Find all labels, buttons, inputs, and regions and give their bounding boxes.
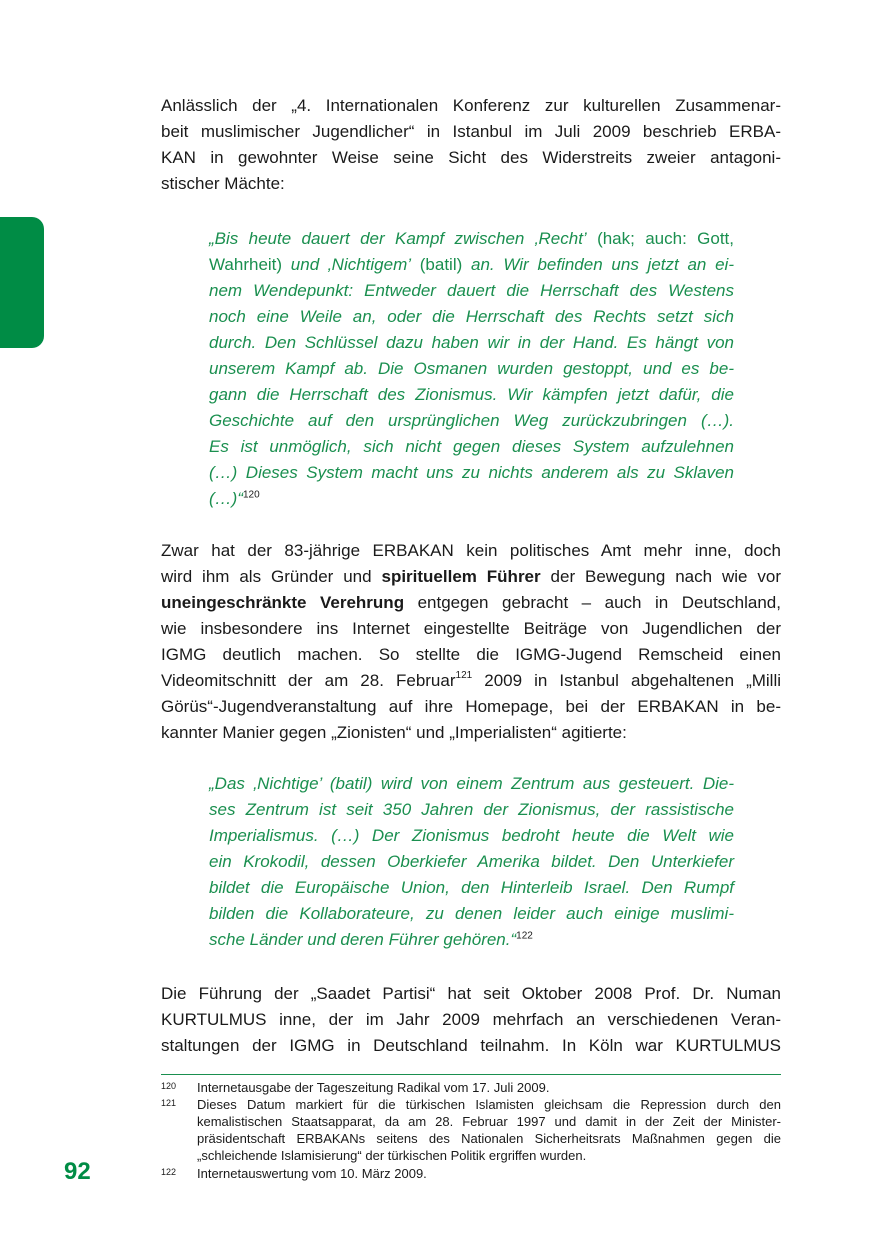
footnote-number: 121 [161, 1098, 177, 1108]
quote-line: ein Krokodil, dessen Oberkiefer Amerika bildet. Den Unterkiefer [209, 852, 734, 871]
quote-line: durch. Den Schlüssel dazu haben wir in der Hand. Es hängt von [209, 333, 734, 352]
quote-line: (…) Dieses System macht uns zu nichts anderem als zu Sklaven [209, 463, 734, 482]
paragraph-erbakan [161, 538, 781, 746]
text-run: wird ihm als Gründer und [161, 567, 382, 586]
text-line: Zwar hat der 83-jährige ERBAKAN kein politisches Amt mehr inne, doch [161, 541, 781, 560]
footnote-ref[interactable]: 121 [455, 670, 473, 682]
text-line: staltungen der IGMG in Deutschland teilnahm. In Köln war KURTULMUS [161, 1036, 781, 1055]
bold-text: spirituellem Führer [381, 567, 541, 586]
quote-text: sche Länder und deren Führer gehören.“ [209, 930, 517, 949]
footnote-number: 120 [161, 1081, 177, 1091]
text-line: Görüs“-Jugendveranstaltung auf ihre Homepage, bei der ERBAKAN in be- [161, 697, 781, 716]
quote-line: Es ist unmöglich, sich nicht gegen dieses System aufzulehnen [209, 437, 734, 456]
quote-text: „Bis heute dauert der Kampf zwischen ‚Recht’ [209, 229, 587, 248]
page-number: 92 [64, 1158, 91, 1185]
footnote-120 [161, 1079, 781, 1096]
footnote-121 [161, 1096, 781, 1164]
footnote-text [197, 1096, 781, 1164]
bold-text: uneingeschränkte Verehrung [161, 593, 405, 612]
footnote-ref[interactable]: 120 [242, 489, 260, 501]
chapter-tab [0, 217, 44, 348]
quote-line: gann die Herrschaft des Zionismus. Wir kämpfen jetzt dafür, die [209, 385, 734, 404]
quote-line: noch eine Weile an, oder die Herrschaft des Rechts setzt sich [209, 307, 734, 326]
text-run: Videomitschnitt der am 28. Februar [161, 671, 456, 690]
footnote-line: kemalistischen Staatsapparat, da am 28. Februar 1997 und damit in der Zeit der Minister- [197, 1114, 781, 1129]
quote-line: bilden die Kollaborateure, zu denen leider auch einige muslimi- [209, 904, 734, 923]
quote-erbakan-2 [209, 771, 734, 953]
quote-text: an. Wir befinden uns jetzt an ei- [462, 255, 734, 274]
text-line: KAN in gewohnter Weise seine Sicht des Widerstreits zweier antagoni- [161, 148, 781, 167]
quote-text: Wahrheit) [209, 255, 283, 274]
text-line: KURTULMUS inne, der im Jahr 2009 mehrfach an verschiedenen Veran- [161, 1010, 781, 1029]
text-line: stischer Mächte: [161, 174, 285, 193]
quote-line [209, 927, 734, 953]
text-run: entgegen gebracht – auch in Deutschland, [404, 593, 781, 612]
text-line: Die Führung der „Saadet Partisi“ hat seit Oktober 2008 Prof. Dr. Numan [161, 984, 781, 1003]
quote-line: Imperialismus. (…) Der Zionismus bedroht heute die Welt wie [209, 826, 734, 845]
quote-line [209, 486, 734, 512]
footnote-122 [161, 1165, 781, 1182]
text-line: beit muslimischer Jugendlicher“ in Istanbul im Juli 2009 beschrieb ERBA- [161, 122, 781, 141]
quote-text: (batil) [411, 255, 463, 274]
quote-erbakan-1 [209, 226, 734, 512]
footnote-ref[interactable]: 122 [516, 930, 533, 942]
text-line: IGMG deutlich machen. So stellte die IGMG-Jugend Remscheid einen [161, 645, 781, 664]
quote-line: unserem Kampf ab. Die Osmanen wurden gestoppt, und es be- [209, 359, 734, 378]
footnote-line: präsidentschaft ERBAKANs seitens des Nationalen Sicherheitsrats Maßnahmen gegen die [197, 1131, 781, 1146]
footnote-divider [161, 1074, 781, 1075]
text-line: Anlässlich der „4. Internationalen Konferenz zur kulturellen Zusammenar- [161, 96, 781, 115]
quote-text: und ‚Nichtigem’ [282, 255, 412, 274]
quote-line: „Das ‚Nichtige’ (batil) wird von einem Zentrum aus gesteuert. Die- [209, 774, 734, 793]
quote-text: (…)“ [209, 489, 243, 508]
quote-line [209, 252, 734, 278]
paragraph-kurtulmus [161, 981, 781, 1059]
text-run: 2009 in Istanbul abgehaltenen „Milli [472, 671, 782, 690]
quote-line: nem Wendepunkt: Entweder dauert die Herrschaft des Westens [209, 281, 734, 300]
footnote-line: Dieses Datum markiert für die türkischen Islamisten gleichsam die Repression durch den [197, 1097, 781, 1112]
quote-text: (hak; auch: Gott, [586, 229, 734, 248]
paragraph-intro [161, 93, 781, 197]
text-line: kannter Manier gegen „Zionisten“ und „Imperialisten“ agitierte: [161, 723, 627, 742]
footnote-line: Internetausgabe der Tageszeitung Radikal vom 17. Juli 2009. [197, 1080, 550, 1095]
quote-line: ses Zentrum ist seit 350 Jahren der Zionismus, der rassistische [209, 800, 734, 819]
quote-line [209, 226, 734, 252]
footnote-line: Internetauswertung vom 10. März 2009. [197, 1166, 427, 1181]
text-line [161, 668, 781, 694]
quote-line: bildet die Europäische Union, den Hinterleib Israel. Den Rumpf [209, 878, 734, 897]
text-line [161, 590, 781, 616]
text-run: der Bewegung nach wie vor [540, 567, 781, 586]
footnote-line: „schleichende Islamisierung“ der türkischen Politik ergriffen wurden. [197, 1148, 587, 1163]
footnote-text [197, 1165, 781, 1182]
footnote-number: 122 [161, 1167, 177, 1177]
quote-line: Geschichte auf den ursprünglichen Weg zurückzubringen (…). [209, 411, 734, 430]
footnote-text [197, 1079, 781, 1096]
text-line [161, 564, 781, 590]
text-line: wie insbesondere ins Internet eingestellte Beiträge von Jugendlichen der [161, 619, 781, 638]
